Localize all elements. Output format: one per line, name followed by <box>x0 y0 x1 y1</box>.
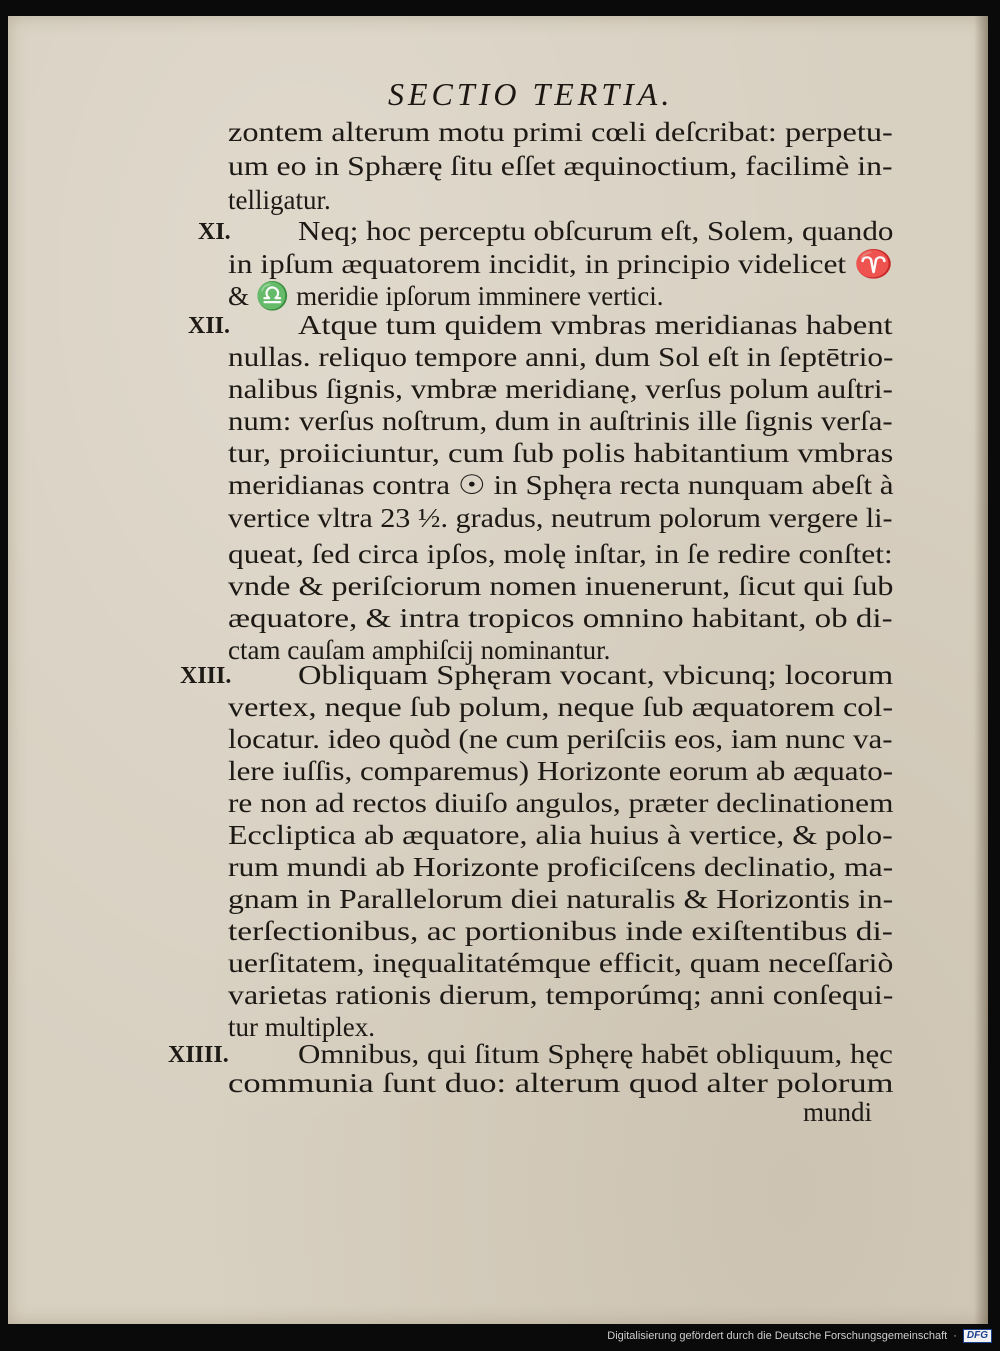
paragraph-number: XI. <box>198 219 231 245</box>
text-line: locatur. ideo quòd (ne cum periſciis eos, iam nunc va- <box>228 724 893 754</box>
text-line: rum mundi ab Horizonte proficiſcens declinatio, ma- <box>228 852 894 882</box>
text-line: æquatore, & intra tropicos omnino habitant, ob di- <box>228 603 893 633</box>
footer <box>607 1329 992 1343</box>
text-line: Omnibus, qui ſitum Sphęrę habēt obliquum, hęc <box>298 1039 893 1069</box>
text-line: vnde & periſciorum nomen inuenerunt, ſicut qui ſub <box>228 571 894 601</box>
text-line: uerſitatem, inęqualitatémque efficit, quam neceſſariò <box>228 948 894 978</box>
text-line: zontem alterum motu primi cœli deſcribat: perpetu- <box>228 117 893 147</box>
paragraph-number: XIII. <box>180 663 232 689</box>
text-line: varietas rationis dierum, temporúmq; anni conſequi- <box>228 980 894 1010</box>
text-line: vertice vltra 23 ½. gradus, neutrum polorum vergere li- <box>228 503 893 533</box>
text-line: tur, proiiciuntur, cum ſub polis habitantium vmbras <box>228 438 894 468</box>
text-line: num: verſus noſtrum, dum in auſtrinis ille ſignis verſa- <box>228 406 893 436</box>
text-line: Eccliptica ab æquatore, alia huius à vertice, & polo- <box>228 820 893 850</box>
text-line: Obliquam Sphęram vocant, vbicunq; locorum <box>298 660 894 690</box>
page-header: SECTIO TERTIA. <box>388 76 674 112</box>
text-line: tur multiplex. <box>228 1012 375 1042</box>
footer-credit: Digitalisierung gefördert durch die Deutsche Forschungsgemeinschaft <box>607 1330 948 1342</box>
text-line: telligatur. <box>228 185 331 215</box>
text-line: nalibus ſignis, vmbræ meridianę, verſus polum auſtri- <box>228 374 893 404</box>
paragraph-number: XII. <box>188 313 231 339</box>
body-text <box>8 16 988 1324</box>
text-line: re non ad rectos diuiſo angulos, præter declinationem <box>228 788 894 818</box>
text-line: Atque tum quidem vmbras meridianas habent <box>298 310 893 340</box>
text-line: ctam cauſam amphiſcij nominantur. <box>228 635 611 665</box>
text-line: um eo in Sphærę ſitu eſſet æquinoctium, facilimè in- <box>228 151 893 181</box>
text-line: terſectionibus, ac portionibus inde exiſtentibus di- <box>228 916 893 946</box>
text-line: meridianas contra ☉ in Sphęra recta nunquam abeſt à <box>228 470 894 500</box>
text-line: communia ſunt duo: alterum quod alter polorum <box>228 1068 894 1098</box>
text-line: lere iuſſis, comparemus) Horizonte eorum ab æquato- <box>228 756 894 786</box>
text-line: vertex, neque ſub polum, neque ſub æquatorem col- <box>228 692 894 722</box>
footer-separator: · <box>953 1330 957 1342</box>
dfg-logo: DFG <box>963 1329 992 1343</box>
text-line: nullas. reliquo tempore anni, dum Sol eſt in ſeptētrio- <box>228 342 894 372</box>
text-line: & ♎ meridie ipſorum imminere vertici. <box>228 281 664 311</box>
catchword: mundi <box>803 1097 873 1127</box>
paragraph-number: XIIII. <box>168 1042 229 1068</box>
book-page <box>8 16 988 1324</box>
text-line: queat, ſed circa ipſos, molę inſtar, in ſe redire conſtet: <box>228 539 893 569</box>
text-line: in ipſum æquatorem incidit, in principio videlicet ♈ <box>228 249 894 279</box>
text-line: Neq; hoc perceptu obſcurum eſt, Solem, quando <box>298 216 894 246</box>
text-line: gnam in Parallelorum diei naturalis & Horizontis in- <box>228 884 894 914</box>
